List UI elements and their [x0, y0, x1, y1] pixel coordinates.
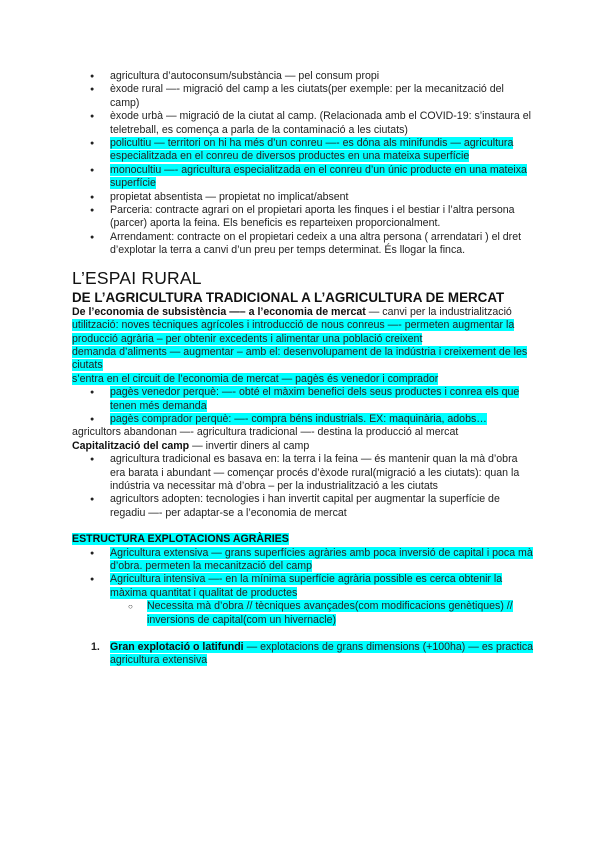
heading-estructura: [72, 533, 600, 546]
list-item-text: monocultiu —- agricultura especialitzada en el conreu d’un únic producte en una mateixa superfície: [110, 163, 527, 190]
numbered-item: [72, 641, 550, 668]
list-item: [72, 231, 535, 258]
capital-line: [72, 440, 530, 453]
list-item: [72, 573, 535, 600]
numbered-rest: — explotacions de grans dimensions (+100ha) — es practica agricultura extensiva: [110, 641, 534, 667]
paragraph-text: demanda d’aliments — augmentar – amb el: desenvolupament de la indústria i creixement de les ciutats: [72, 345, 528, 372]
paragraph-text: s’entra en el circuit de l’economia de mercat — pagès és venedor i comprador: [72, 372, 439, 385]
list-item: [72, 413, 535, 426]
numbered-bold: Gran explotació o latifundi: [110, 641, 244, 654]
capital-rest: — invertir diners al camp: [189, 439, 310, 452]
list-item: [72, 547, 535, 574]
capital-list: [0, 453, 600, 520]
item-number: 1.: [91, 641, 100, 654]
list-item-text: èxode urbà — migració de la ciutat al camp. (Relacionada amb el COVID-19: s’instaura el teletreball, es comença a parla de la contaminació a les ciutats): [110, 110, 532, 136]
list-item-text: agricultura tradicional es basava en: la terra i la feina — és mantenir quan la mà d’obra era barata i abundant — començar procés d’èxode rural(migració a les ciutats): quan la indústria va necessitar mà d’obra – per la industrialització a les ciutats: [110, 453, 520, 492]
definitions-list: [0, 70, 600, 258]
list-item: [72, 204, 535, 231]
list-item-text: policultiu — territori on hi ha més d’un conreu —- es dóna als minifundis — agricultura especialitzada en el conreu de diversos productes en una mateixa superfície: [110, 137, 514, 163]
abandon-line: agricultors abandonan —- agricultura tradicional —- destina la producció al mercat: [72, 426, 459, 439]
highlight-paragraph: [72, 346, 530, 373]
capital-bold: Capitalització del camp: [72, 439, 190, 452]
farmer-list: [0, 386, 600, 426]
list-item-text: Parceria: contracte agrari on el propietari aporta les finques i el bestiar i l’altra persona (parcer) aporta la feina. Els beneficis es reparteixen proporcionalment.: [110, 204, 515, 230]
list-item-text: agricultura d’autoconsum/substància — pel consum propi: [110, 70, 380, 82]
list-item: [72, 164, 535, 191]
list-item-text: Agricultura intensiva —- en la mínima superfície agrària possible es cerca obtenir la màxima quantitat i qualitat de productes: [110, 573, 503, 599]
highlight-paragraph: [72, 319, 530, 346]
sub-list-item: [72, 600, 547, 627]
paragraph-text: utilització: noves tècniques agrícoles i introducció de nous conreus —- permeten augmentar la producció agrària – per obtenir excedents i alimentar una població creixent: [72, 319, 515, 345]
list-item: [72, 110, 535, 137]
list-item: [72, 386, 535, 413]
list-item: [72, 137, 535, 164]
intro-bold: De l’economia de subsistència —– a l’economia de mercat: [72, 305, 366, 318]
sub-item-text: Necessita mà d’obra // tècniques avançades(com modificacions genètiques) // inversions de capital(com un hivernacle): [147, 600, 513, 626]
list-item-text: Arrendament: contracte on el propietari cedeix a una altra persona ( arrendatari ) el dret d’explotar la terra a canvi d’un preu per temps determinat. És llogar la finca.: [110, 230, 522, 257]
list-item-text: pagès venedor perquè: —- obté el màxim benefici dels seus productes i conrea els que tenen més demanda: [110, 386, 520, 412]
list-item: [72, 70, 535, 83]
list-item: [72, 453, 535, 493]
numbered-item-text: [110, 641, 533, 666]
list-item-text: èxode rural —- migració del camp a les ciutats(per exemple: per la mecanització del camp): [110, 83, 504, 109]
intro-line: [72, 306, 530, 319]
heading-sub: DE L’AGRICULTURA TRADICIONAL A L’AGRICULTURA DE MERCAT: [72, 289, 505, 305]
list-item-text: agricultors adopten: tecnologies i han invertit capital per augmentar la superfície de regadiu —- per adaptar-se a l’economia de mercat: [110, 493, 500, 519]
list-item: [72, 493, 535, 520]
heading-estructura-text: ESTRUCTURA EXPLOTACIONS AGRÀRIES: [72, 533, 289, 546]
list-item-text: pagès comprador perquè: —- compra béns industrials. EX: maquinària, adobs…: [110, 412, 487, 425]
list-item-text: propietat absentista — propietat no implicat/absent: [110, 190, 349, 203]
list-item: [72, 83, 535, 110]
estructura-list: [0, 547, 600, 627]
list-item-text: Agricultura extensiva — grans superfícies agràries amb poca inversió de capital i poca mà d’obra. permeten la mecanització del camp: [110, 546, 533, 572]
highlight-paragraph: [72, 373, 530, 386]
list-item: [72, 191, 535, 204]
intro-rest: — canvi per la industrialització: [365, 305, 512, 318]
heading-main: L’ESPAI RURAL: [72, 267, 202, 288]
